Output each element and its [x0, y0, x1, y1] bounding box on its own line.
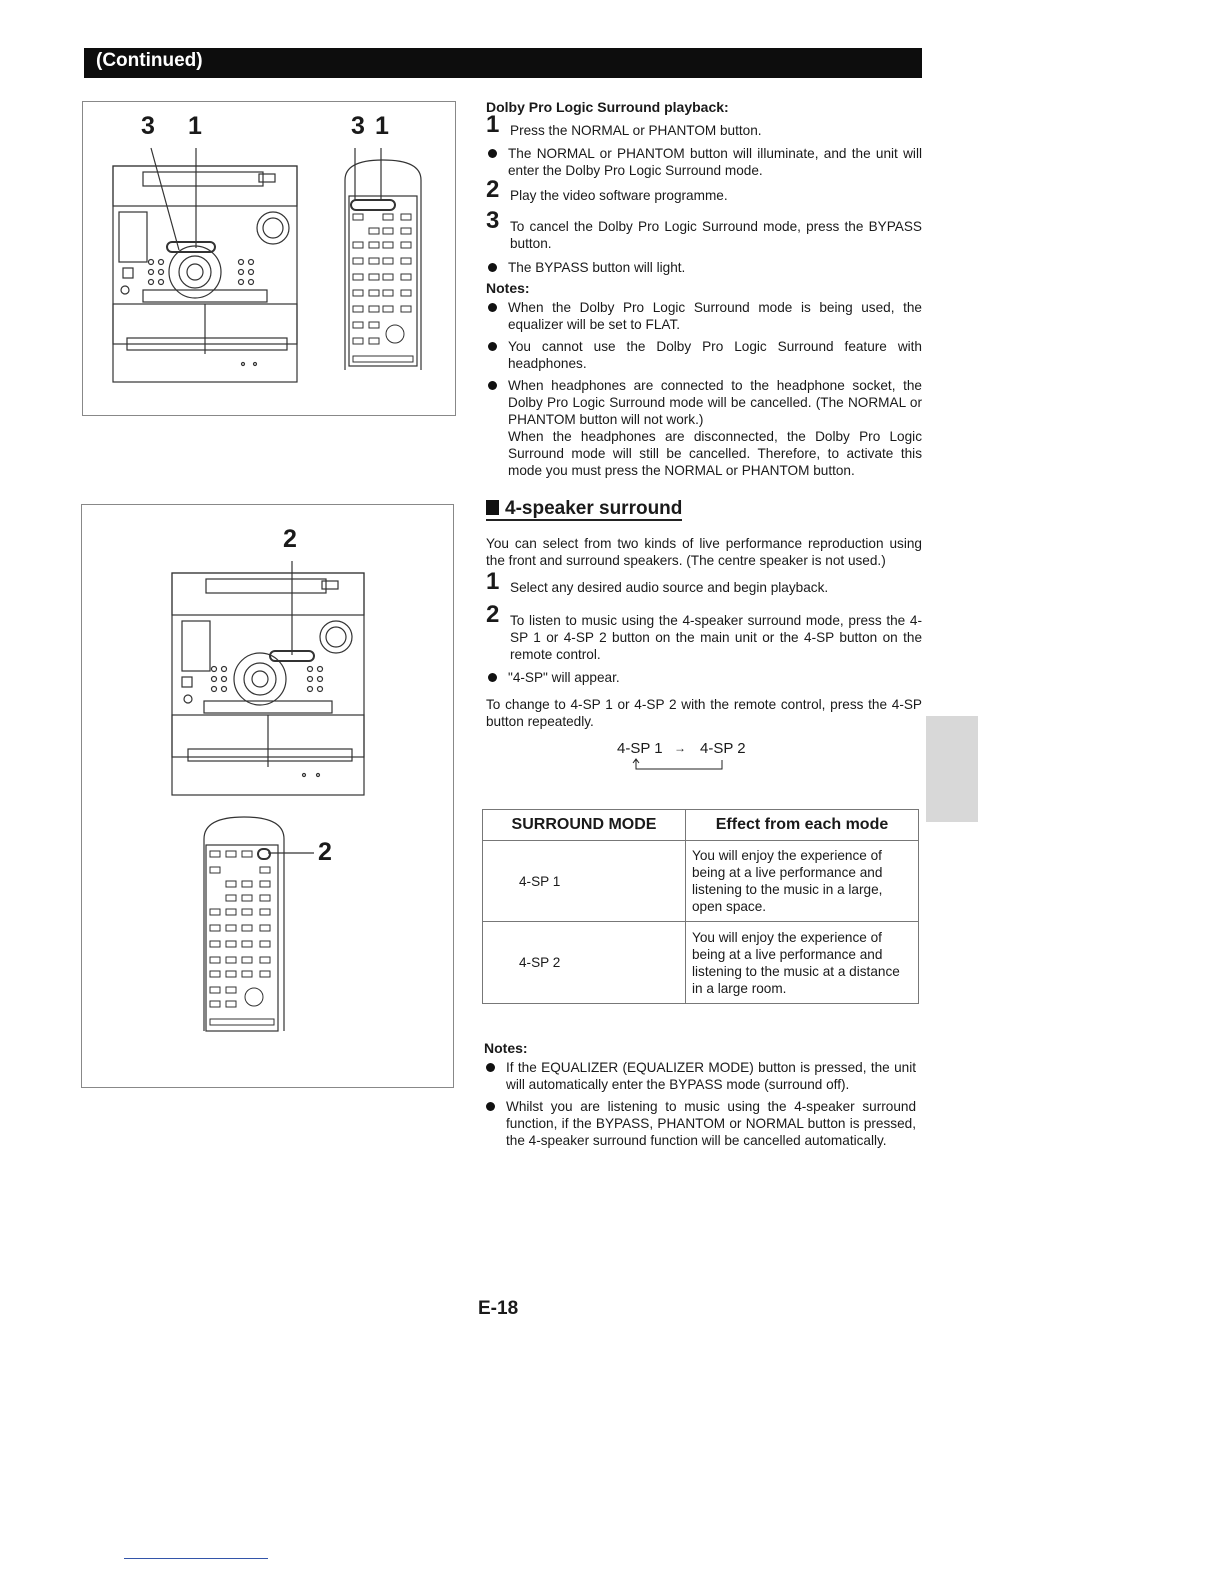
step-number: 1: [486, 568, 500, 595]
step-number: 1: [486, 111, 500, 138]
dolby-step-2: [486, 176, 922, 204]
dolby-heading: Dolby Pro Logic Surround playback:: [486, 99, 729, 115]
callout-2b: 2: [318, 838, 332, 866]
dolby-note-1: When the Dolby Pro Logic Surround mode is being used, the equalizer will be set to FLAT.: [486, 299, 922, 333]
table-row: [483, 841, 919, 922]
table-header-row: [483, 810, 919, 841]
step-text: To cancel the Dolby Pro Logic Surround mode, press the BYPASS button.: [510, 219, 922, 251]
table-header-mode: SURROUND MODE: [483, 810, 686, 841]
dolby-step-3: [486, 207, 922, 252]
surround-mode-table-wrapper: [482, 809, 919, 1004]
step-number: 2: [486, 176, 500, 203]
figure-main-unit-and-remote-2: [81, 504, 454, 1088]
section-title-text: 4-speaker surround: [505, 498, 683, 519]
cycle-mode-a: 4-SP 1: [617, 740, 663, 757]
four-speaker-step-1: [486, 568, 922, 596]
dolby-section: [486, 99, 922, 479]
note-text: When headphones are connected to the headphone socket, the Dolby Pro Logic Surround mode will be cancelled. (The NORMAL or PHANTOM button will not work.): [508, 378, 922, 427]
table-header-effect: Effect from each mode: [686, 810, 919, 841]
dolby-bullet-1: The NORMAL or PHANTOM button will illuminate, and the unit will enter the Dolby Pro Logic Surround mode.: [486, 145, 922, 179]
callout-1b: 1: [375, 112, 389, 140]
continued-header: [84, 48, 922, 78]
square-bullet-icon: [486, 500, 499, 515]
four-speaker-bullet: "4-SP" will appear.: [486, 669, 922, 686]
cycle-arrow-icon: →: [674, 741, 686, 755]
four-speaker-change-text: To change to 4-SP 1 or 4-SP 2 with the remote control, press the 4-SP button repeatedly.: [486, 697, 922, 729]
step-text: Play the video software programme.: [510, 188, 728, 203]
page-number: E-18: [478, 1298, 519, 1319]
dolby-note-3: [486, 377, 922, 479]
four-speaker-section: [486, 500, 922, 774]
step-text: Press the NORMAL or PHANTOM button.: [510, 123, 762, 138]
table-row: [483, 922, 919, 1004]
dolby-step-1: [486, 111, 922, 139]
cycle-return-arrow-icon: [630, 758, 750, 772]
step-number: 3: [486, 207, 500, 234]
dolby-notes-heading: Notes:: [486, 280, 530, 296]
table-cell-effect: You will enjoy the experience of being at a live performance and listening to the music in a large, open space.: [686, 841, 919, 922]
mode-cycle-diagram: [486, 740, 922, 774]
cycle-mode-b: 4-SP 2: [700, 740, 746, 757]
callout-1a: 1: [188, 112, 202, 140]
figure-main-unit-and-remote-1: [82, 101, 456, 416]
callout-3b: 3: [351, 112, 365, 140]
dolby-bullet-2: The BYPASS button will light.: [486, 259, 922, 276]
four-speaker-step-2: [486, 601, 922, 663]
stereo-and-remote-illustration-2: [82, 505, 453, 1087]
table-cell-mode: 4-SP 2: [483, 922, 686, 1004]
surround-mode-table: [482, 809, 919, 1004]
footer-rule: [124, 1558, 268, 1559]
dolby-note-2: You cannot use the Dolby Pro Logic Surround feature with headphones.: [486, 338, 922, 372]
step-text: Select any desired audio source and begin playback.: [510, 580, 829, 595]
stereo-and-remote-illustration: [83, 102, 455, 415]
table-cell-mode: 4-SP 1: [483, 841, 686, 922]
note-text-continued: When the headphones are disconnected, the Dolby Pro Logic Surround mode will still be cancelled. Therefore, to activate this mode you must press the NORMAL or PHANTOM button.: [508, 429, 922, 478]
callout-3a: 3: [141, 112, 155, 140]
four-speaker-title: [486, 500, 682, 521]
four-speaker-intro: You can select from two kinds of live performance reproduction using the front and surround speakers. (The centre speaker is not used.): [486, 536, 922, 568]
continued-title: (Continued): [96, 50, 203, 71]
step-number: 2: [486, 601, 500, 628]
step-text: To listen to music using the 4-speaker surround mode, press the 4-SP 1 or 4-SP 2 button on the main unit or the 4-SP button on the remote control.: [510, 613, 922, 662]
note-1: If the EQUALIZER (EQUALIZER MODE) button is pressed, the unit will automatically enter the BYPASS mode (surround off).: [484, 1059, 916, 1093]
notes-heading: Notes:: [484, 1040, 528, 1056]
table-cell-effect: You will enjoy the experience of being at a live performance and listening to the music at a distance in a large room.: [686, 922, 919, 1004]
callout-2a: 2: [283, 525, 297, 553]
side-tab-marker: [926, 716, 978, 822]
note-2: Whilst you are listening to music using the 4-speaker surround function, if the BYPASS, PHANTOM or NORMAL button is pressed, the 4-speaker surround function will be cancelled automatically.: [484, 1098, 916, 1149]
four-speaker-notes: [484, 1040, 916, 1149]
